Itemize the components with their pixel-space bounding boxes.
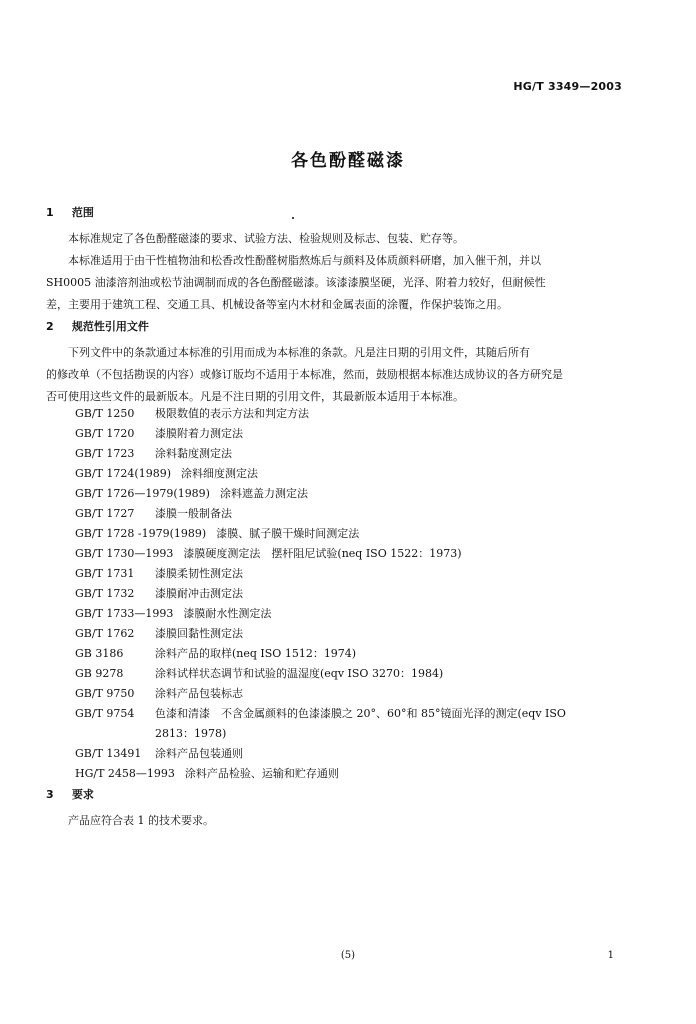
reference-code: GB/T 1720 — [75, 427, 135, 440]
reference-item — [75, 524, 627, 544]
reference-code: GB/T 1723 — [75, 447, 135, 460]
section-1-heading — [46, 204, 94, 220]
section-number: 3 — [46, 788, 54, 801]
reference-item — [75, 744, 627, 764]
reference-code: GB/T 1732 — [75, 587, 135, 600]
reference-code: GB 9278 — [75, 667, 124, 680]
section-number: 1 — [46, 206, 54, 219]
reference-item — [75, 424, 627, 444]
reference-title: 涂料试样状态调节和试验的温湿度(eqv ISO 3270：1984) — [155, 667, 444, 680]
reference-item — [75, 584, 627, 604]
reference-item — [75, 404, 627, 424]
reference-item — [75, 484, 627, 504]
section-2-heading — [46, 318, 149, 334]
reference-code: GB/T 1733—1993 — [75, 607, 174, 620]
reference-item — [75, 604, 627, 624]
paragraph-line: 否可使用这些文件的最新版本。凡是不注日期的引用文件，其最新版本适用于本标准。 — [46, 390, 464, 403]
reference-title: 涂料遮盖力测定法 — [219, 487, 308, 500]
reference-title: 涂料产品包装通则 — [155, 747, 243, 760]
reference-item — [75, 564, 627, 584]
reference-title-block — [155, 704, 627, 744]
reference-code: GB/T 1731 — [75, 567, 135, 580]
standard-code: HG/T 3349—2003 — [513, 80, 622, 93]
reference-item — [75, 464, 627, 484]
document-title: 各色酚醛磁漆 — [291, 151, 405, 171]
stray-mark — [292, 217, 294, 219]
reference-title: 漆膜回黏性测定法 — [155, 627, 243, 640]
page-marker: (5) — [340, 950, 356, 961]
reference-code: GB/T 1730—1993 — [75, 547, 174, 560]
reference-item — [75, 684, 627, 704]
reference-item — [75, 544, 627, 564]
section-title: 范围 — [71, 206, 94, 219]
reference-code: GB/T 1724(1989) — [75, 467, 171, 480]
reference-title: 涂料黏度测定法 — [155, 447, 232, 460]
reference-title: 漆膜柔韧性测定法 — [155, 567, 243, 580]
reference-title: 极限数值的表示方法和判定方法 — [155, 407, 309, 420]
paragraph-line: 本标准规定了各色酚醛磁漆的要求、试验方法、检验规则及标志、包装、贮存等。 — [68, 232, 464, 245]
section-title: 规范性引用文件 — [71, 320, 149, 333]
reference-item — [75, 644, 627, 664]
reference-title: 涂料产品检验、运输和贮存通则 — [184, 767, 339, 780]
section-1-body — [46, 228, 626, 316]
reference-title: 漆膜、腻子膜干燥时间测定法 — [216, 527, 360, 540]
reference-code: GB/T 1762 — [75, 627, 135, 640]
reference-title: 色漆和清漆 不含金属颜料的色漆漆膜之 20°、60°和 85°镜面光泽的测定(eqv ISO — [155, 707, 566, 720]
section-number: 2 — [46, 320, 54, 333]
section-3-body — [46, 810, 626, 832]
reference-title: 涂料产品包装标志 — [155, 687, 243, 700]
paragraph-line: SH0005 油漆溶剂油或松节油调制而成的各色酚醛磁漆。该漆漆膜坚硬，光泽、附着力较好，但耐候性 — [46, 276, 546, 289]
reference-title: 漆膜附着力测定法 — [155, 427, 243, 440]
paragraph-line: 的修改单（不包括勘误的内容）或修订版均不适用于本标准，然而，鼓励根据本标准达成协议的各方研究是 — [46, 368, 563, 381]
reference-item — [75, 664, 627, 684]
reference-title: 涂料产品的取样(neq ISO 1512：1974) — [155, 647, 357, 660]
reference-code: GB/T 1726—1979(1989) — [75, 487, 210, 500]
reference-title: 漆膜一般制备法 — [155, 507, 232, 520]
reference-item — [75, 704, 627, 744]
paragraph-line: 差，主要用于建筑工程、交通工具、机械设备等室内木材和金属表面的涂覆，作保护装饰之用。 — [46, 298, 508, 311]
reference-item — [75, 764, 627, 784]
reference-title: 漆膜硬度测定法 摆杆阻尼试验(neq ISO 1522：1973) — [183, 547, 462, 560]
reference-code: GB/T 13491 — [75, 747, 142, 760]
reference-code: GB/T 1728 -1979(1989) — [75, 527, 207, 540]
paragraph-line: 本标准适用于由干性植物油和松香改性酚醛树脂熬炼后与颜料及体质颜料研磨，加入催干剂，并以 — [68, 254, 541, 267]
reference-title: 漆膜耐冲击测定法 — [155, 587, 243, 600]
paragraph-line: 下列文件中的条款通过本标准的引用而成为本标准的条款。凡是注日期的引用文件，其随后所有 — [68, 346, 530, 359]
reference-item — [75, 624, 627, 644]
reference-code: HG/T 2458—1993 — [75, 767, 175, 780]
reference-title: 漆膜耐水性测定法 — [183, 607, 272, 620]
reference-item — [75, 444, 627, 464]
section-3-heading — [46, 786, 94, 802]
reference-title-continuation: 2813：1978) — [155, 727, 227, 740]
reference-code: GB/T 9754 — [75, 707, 135, 720]
reference-code: GB 3186 — [75, 647, 124, 660]
paragraph-line: 产品应符合表 1 的技术要求。 — [68, 814, 214, 827]
page-number: 1 — [607, 950, 614, 961]
section-2-body — [46, 342, 626, 408]
reference-list — [75, 404, 627, 784]
reference-title: 涂料细度测定法 — [180, 467, 258, 480]
reference-code: GB/T 1250 — [75, 407, 135, 420]
reference-code: GB/T 9750 — [75, 687, 135, 700]
reference-item — [75, 504, 627, 524]
section-title: 要求 — [71, 788, 94, 801]
reference-code: GB/T 1727 — [75, 507, 135, 520]
